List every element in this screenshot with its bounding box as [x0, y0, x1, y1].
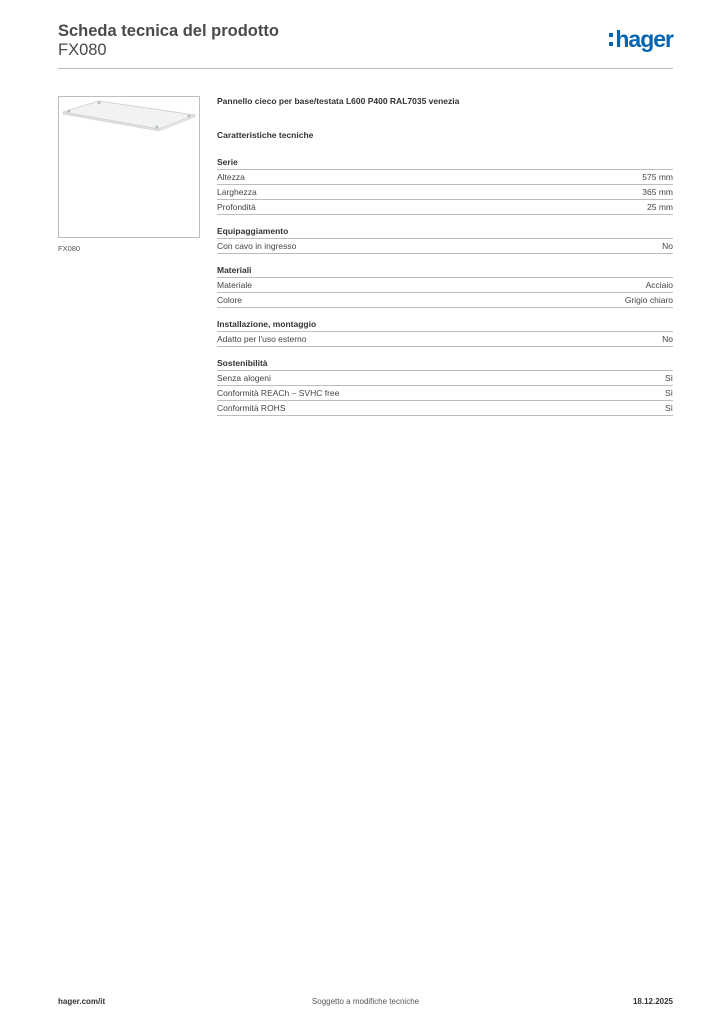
- page-title: Scheda tecnica del prodotto: [58, 22, 279, 40]
- footer-notice: Soggetto a modifiche tecniche: [311, 997, 420, 1006]
- section-title: Equipaggiamento: [217, 225, 673, 239]
- spec-row: [217, 185, 673, 200]
- product-code: FX080: [58, 41, 107, 59]
- spec-value: Sì: [664, 388, 673, 398]
- spec-row: [217, 278, 673, 293]
- section-title: Installazione, montaggio: [217, 318, 673, 332]
- section-title: Sostenibilità: [217, 357, 673, 371]
- spec-value: 25 mm: [647, 202, 673, 212]
- section-title: Materiali: [217, 264, 673, 278]
- spec-section: [217, 357, 673, 416]
- section-title: Serie: [217, 156, 673, 170]
- spec-label: Con cavo in ingresso: [217, 241, 297, 251]
- spec-label: Altezza: [217, 172, 245, 182]
- spec-label: Colore: [217, 295, 243, 305]
- spec-value: No: [662, 241, 673, 251]
- image-caption: FX080: [58, 244, 81, 253]
- spec-row: [217, 371, 673, 386]
- technical-content: [217, 96, 673, 426]
- spec-row: [217, 239, 673, 254]
- spec-sections: [217, 156, 673, 416]
- spec-label: Adatto per l'uso esterno: [217, 334, 307, 344]
- spec-row: [217, 332, 673, 347]
- hager-logo: [609, 26, 673, 53]
- spec-label: Conformità REACh – SVHC free: [217, 388, 340, 398]
- spec-section: [217, 225, 673, 254]
- logo-dots-icon: [609, 33, 613, 46]
- spec-section: [217, 264, 673, 308]
- spec-label: Senza alogeni: [217, 373, 271, 383]
- spec-value: Acciaio: [645, 280, 673, 290]
- footer-website-link[interactable]: hager.com/it: [58, 997, 106, 1006]
- characteristics-title: Caratteristiche tecniche: [217, 130, 314, 140]
- spec-value: No: [662, 334, 673, 344]
- spec-value: Sì: [664, 403, 673, 413]
- spec-row: [217, 293, 673, 308]
- logo-text: hager: [615, 26, 673, 52]
- spec-row: [217, 401, 673, 416]
- footer-date: 18.12.2025: [632, 997, 673, 1006]
- spec-row: [217, 170, 673, 185]
- spec-label: Profondità: [217, 202, 256, 212]
- spec-value: 365 mm: [642, 187, 673, 197]
- blind-panel-illustration: [59, 97, 199, 237]
- spec-value: Sì: [664, 373, 673, 383]
- spec-row: [217, 200, 673, 215]
- spec-label: Conformità ROHS: [217, 403, 286, 413]
- spec-row: [217, 386, 673, 401]
- spec-value: Grigio chiaro: [624, 295, 673, 305]
- product-description: Pannello cieco per base/testata L600 P400 RAL7035 venezia: [217, 96, 460, 106]
- spec-label: Larghezza: [217, 187, 257, 197]
- spec-section: [217, 156, 673, 215]
- page-header: [58, 20, 673, 69]
- product-image: [58, 96, 200, 238]
- spec-label: Materiale: [217, 280, 252, 290]
- spec-value: 575 mm: [642, 172, 673, 182]
- spec-section: [217, 318, 673, 347]
